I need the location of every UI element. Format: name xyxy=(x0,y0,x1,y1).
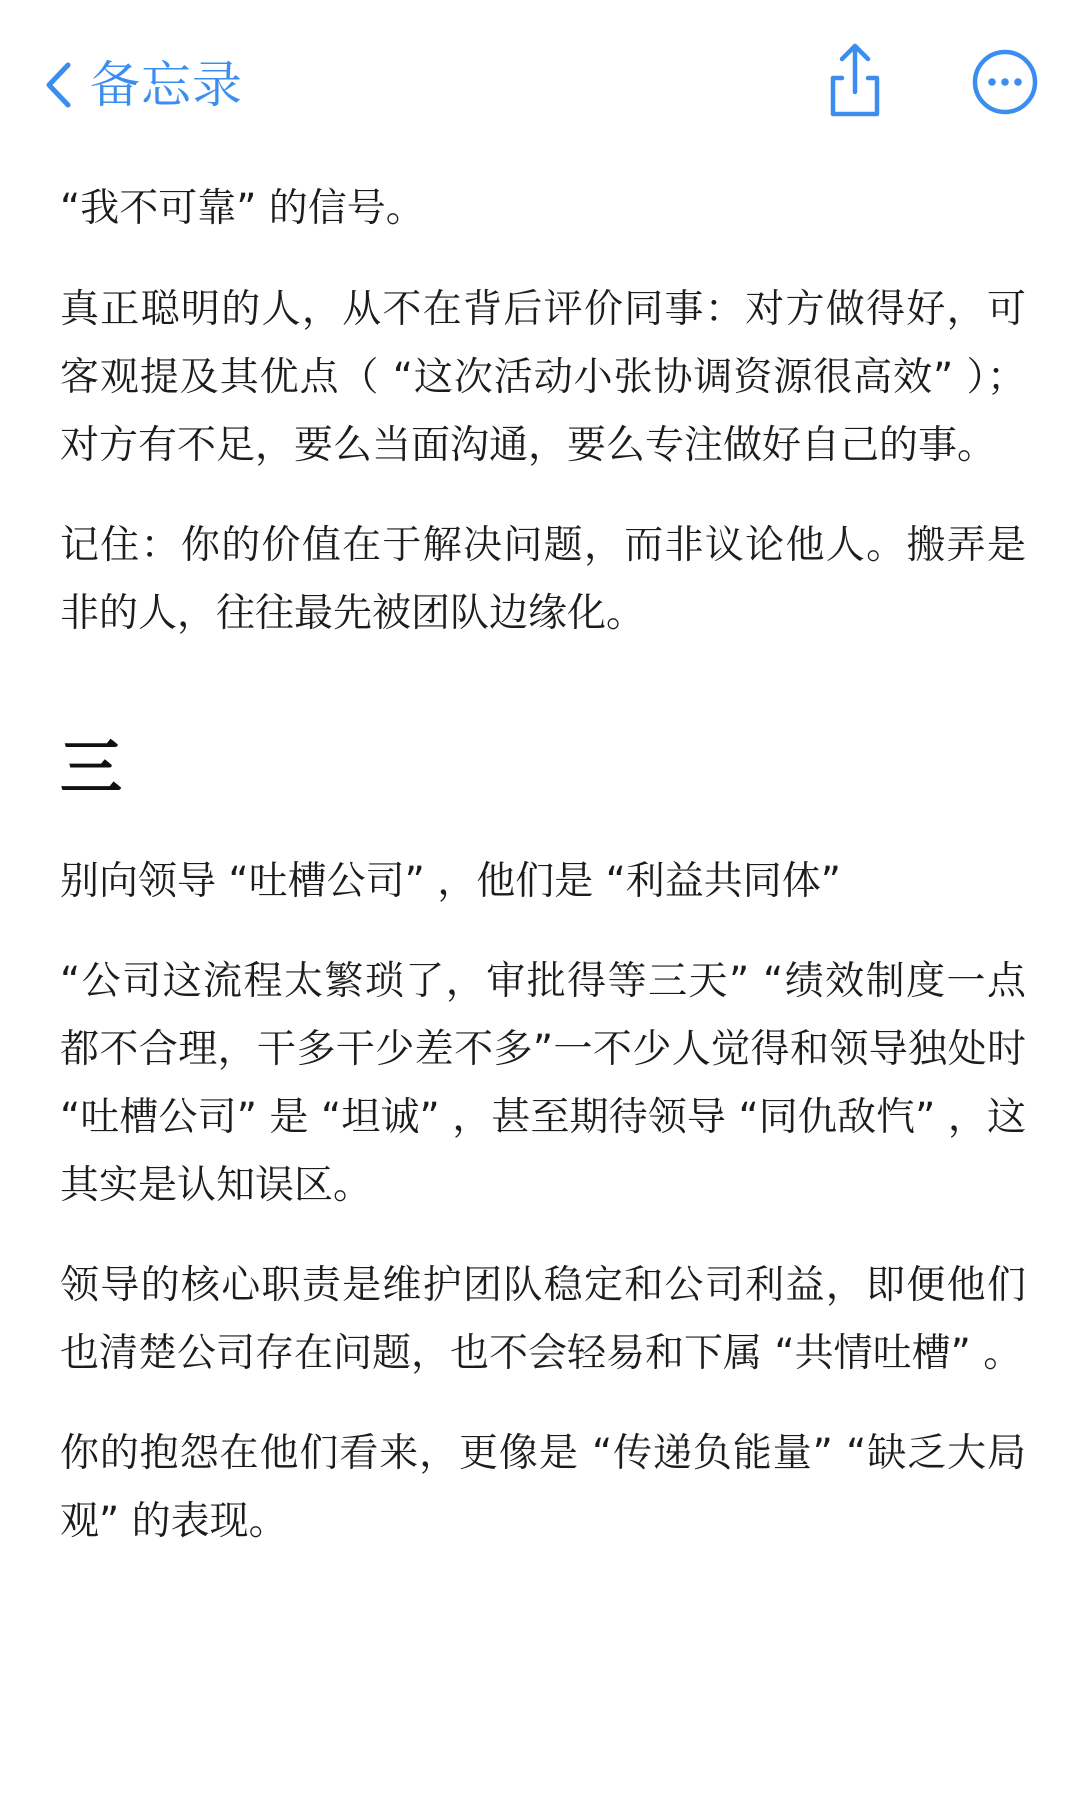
navigation-bar xyxy=(0,0,1080,170)
back-button[interactable] xyxy=(44,50,243,120)
more-options-button[interactable] xyxy=(972,49,1038,115)
note-paragraph: 记住：你的价值在于解决问题，而非议论他人。搬弄是非的人，往往最先被团队边缘化。 xyxy=(60,523,1026,636)
share-button[interactable] xyxy=(820,40,890,120)
ellipsis-circle-icon xyxy=(972,100,1038,119)
note-content[interactable] xyxy=(60,175,1026,1588)
note-paragraph: 别向领导 “吐槽公司” ，他们是 “利益共同体” xyxy=(60,859,842,904)
section-heading: 三 xyxy=(60,731,123,804)
note-paragraph: 你的抱怨在他们看来，更像是 “传递负能量” “缺乏大局观” 的表现。 xyxy=(60,1431,1026,1544)
chevron-left-icon xyxy=(44,61,72,109)
note-paragraph: “我不可靠” 的信号。 xyxy=(60,186,425,231)
share-icon xyxy=(820,105,890,124)
note-paragraph: 真正聪明的人，从不在背后评价同事：对方做得好，可客观提及其优点（ “这次活动小张协调资源很高效” ）；对方有不足，要么当面沟通，要么专注做好自己的事。 xyxy=(60,287,1026,468)
back-label: 备忘录 xyxy=(90,56,243,114)
note-paragraph: 领导的核心职责是维护团队稳定和公司利益，即便他们也清楚公司存在问题，也不会轻易和下属 “共情吐槽” 。 xyxy=(60,1263,1026,1376)
note-paragraph: “公司这流程太繁琐了，审批得等三天” “绩效制度一点都不合理，干多干少差不多”一不少人觉得和领导独处时 “吐槽公司” 是 “坦诚” ，甚至期待领导 “同仇敌忾” ，这其实是认知误区。 xyxy=(60,959,1026,1208)
